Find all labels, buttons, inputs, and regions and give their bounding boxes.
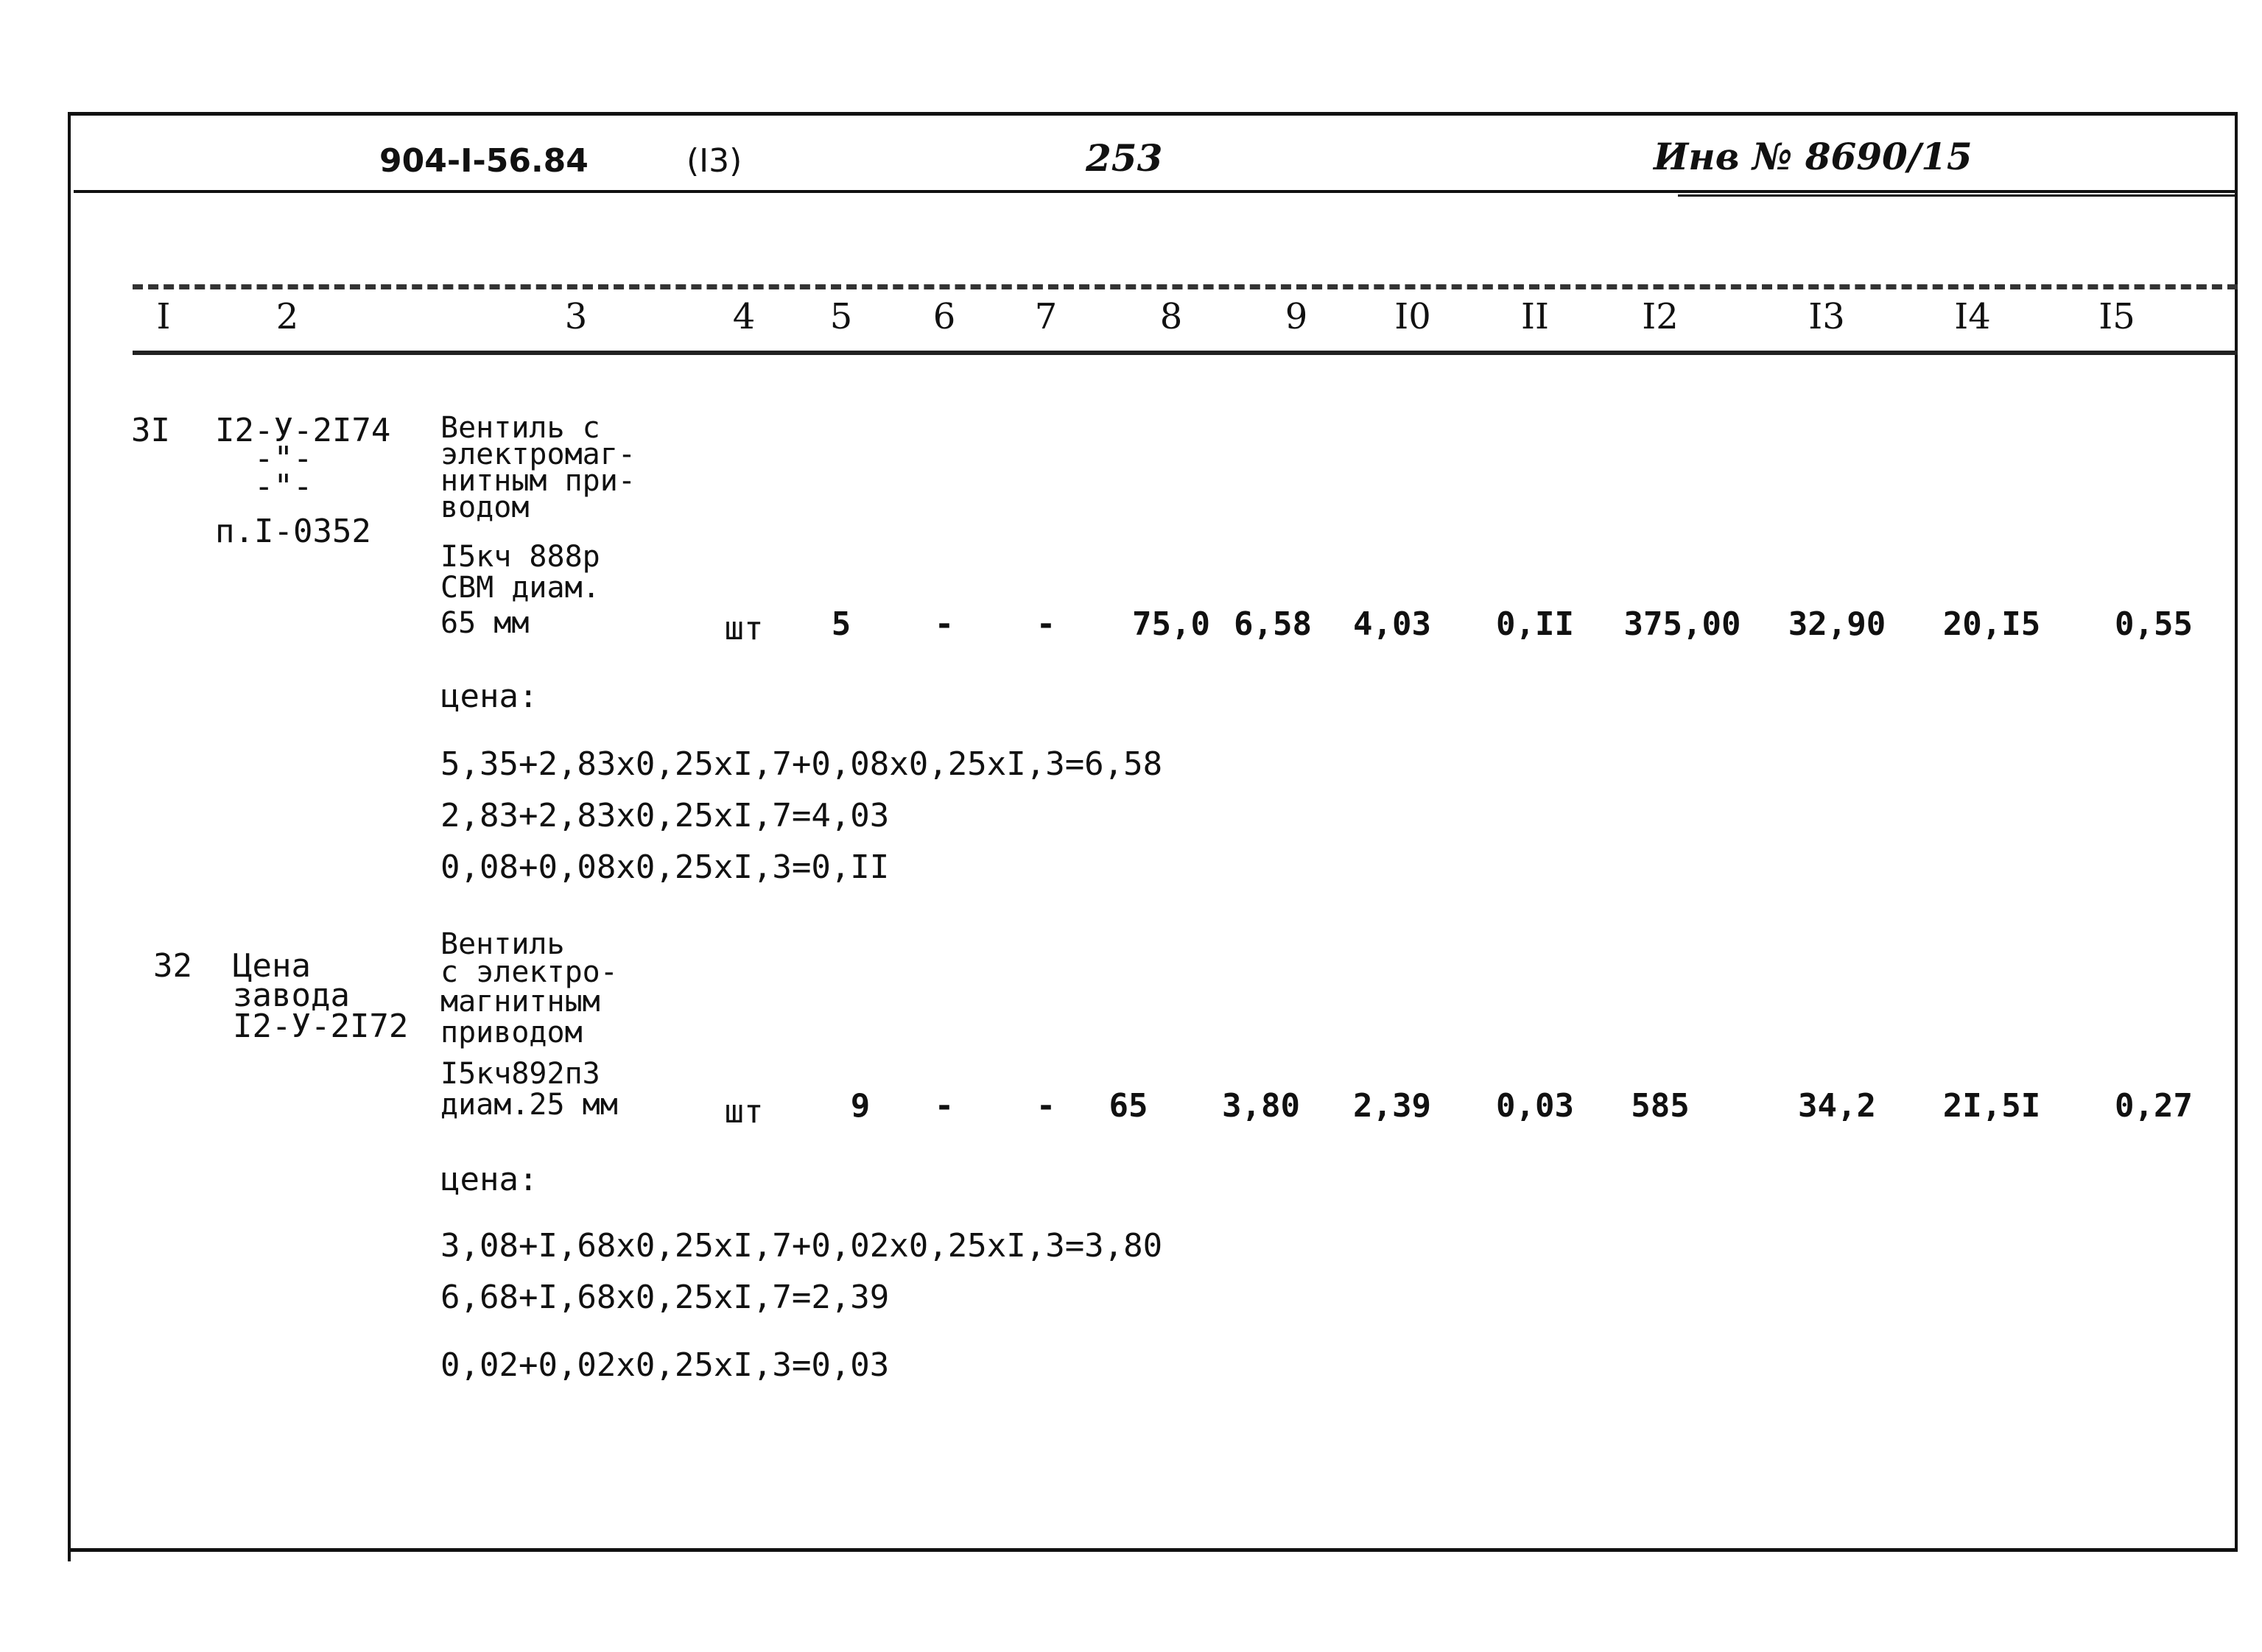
item-code: I2-У-2I74	[215, 412, 391, 449]
item-code: п.I-0352	[215, 513, 371, 550]
column-number: I5	[2098, 296, 2135, 337]
dash-cell: -	[1036, 605, 1056, 643]
item-description-line: I5кч892п3	[440, 1057, 600, 1091]
price-label: цена:	[440, 1161, 538, 1198]
value-cell: 2I,5I	[1942, 1087, 2041, 1125]
value-cell: 0,55	[2115, 605, 2193, 643]
price-formula: 2,83+2,83x0,25xI,7=4,03	[440, 797, 890, 834]
value-cell: 375,00	[1623, 605, 1741, 643]
value-cell: 6,58	[1234, 605, 1312, 643]
dash-cell: -	[934, 1087, 955, 1125]
item-description-line: с электро-	[440, 955, 618, 989]
column-number: I	[156, 296, 171, 337]
value-cell: 20,I5	[1942, 605, 2041, 643]
item-description-line: 65 мм	[440, 606, 530, 640]
column-header-bottom-rule	[133, 351, 2238, 355]
column-header-dashed-rule	[133, 284, 2238, 289]
item-code: I2-У-2I72	[233, 1008, 409, 1045]
item-description-line: нитным при-	[440, 464, 636, 498]
item-description-line: I5кч 888р	[440, 540, 600, 574]
item-description-line: Вентиль с	[440, 411, 600, 445]
item-description-line: водом	[440, 491, 530, 524]
album-number: (I3)	[686, 142, 742, 180]
column-number: 4	[732, 296, 756, 337]
column-number: 3	[564, 296, 588, 337]
price-formula: 3,08+I,68x0,25xI,7+0,02x0,25xI,3=3,80	[440, 1227, 1163, 1265]
column-number: 7	[1034, 296, 1058, 337]
price-formula: 5,35+2,83x0,25xI,7+0,08x0,25xI,3=6,58	[440, 745, 1163, 783]
column-number: I0	[1394, 296, 1431, 337]
value-cell: 4,03	[1353, 605, 1431, 643]
price-formula: 6,68+I,68x0,25xI,7=2,39	[440, 1279, 890, 1316]
row-number: 3I	[131, 412, 170, 449]
value-cell: 0,27	[2115, 1087, 2193, 1125]
page-number: 253	[1086, 136, 1163, 180]
value-cell: 585	[1631, 1087, 1690, 1125]
item-description-line: электромаг-	[440, 437, 636, 471]
price-label: цена:	[440, 678, 538, 715]
column-number: I4	[1954, 296, 1991, 337]
price-formula: 0,02+0,02x0,25xI,3=0,03	[440, 1346, 890, 1384]
inventory-underline	[1678, 194, 2238, 197]
dash-cell: -	[1036, 1087, 1056, 1125]
column-number: 2	[275, 296, 299, 337]
item-code: -"-	[254, 440, 313, 477]
inventory-number: Инв № 8690/15	[1654, 135, 1973, 178]
item-code: завода	[233, 977, 350, 1014]
unit-cell: шт	[724, 1093, 764, 1131]
column-number: 8	[1159, 296, 1183, 337]
header-rule	[74, 190, 2238, 193]
frame-top-border	[68, 112, 2238, 116]
item-description-line: Вентиль	[440, 927, 565, 961]
frame-right-border	[2235, 112, 2238, 1551]
quantity-cell: 9	[850, 1087, 871, 1125]
item-code: -"-	[254, 468, 313, 505]
unit-cell: шт	[724, 610, 764, 647]
column-number: 6	[932, 296, 956, 337]
item-description-line: СВМ диам.	[440, 571, 600, 605]
value-cell: 2,39	[1353, 1087, 1431, 1125]
quantity-cell: 5	[831, 605, 851, 643]
item-code: Цена	[233, 947, 311, 985]
row-number: 32	[153, 947, 192, 985]
column-number: II	[1521, 296, 1549, 337]
value-cell: 0,II	[1496, 605, 1574, 643]
frame-bottom-border	[68, 1548, 2238, 1552]
price-formula: 0,08+0,08x0,25xI,3=0,II	[440, 848, 890, 886]
document-code: 904-I-56.84	[379, 142, 589, 180]
item-description-line: приводом	[440, 1016, 583, 1050]
value-cell: 34,2	[1798, 1087, 1876, 1125]
value-cell: 65	[1109, 1087, 1148, 1125]
column-number: 5	[829, 296, 853, 337]
dash-cell: -	[934, 605, 955, 643]
frame-left-border	[68, 112, 71, 1561]
column-number: 9	[1285, 296, 1308, 337]
item-description-line: диам.25 мм	[440, 1088, 618, 1122]
value-cell: 75,0	[1132, 605, 1210, 643]
column-number: I2	[1642, 296, 1679, 337]
value-cell: 32,90	[1788, 605, 1886, 643]
item-description-line: магнитным	[440, 985, 600, 1019]
value-cell: 0,03	[1496, 1087, 1574, 1125]
value-cell: 3,80	[1222, 1087, 1300, 1125]
column-number: I3	[1808, 296, 1845, 337]
